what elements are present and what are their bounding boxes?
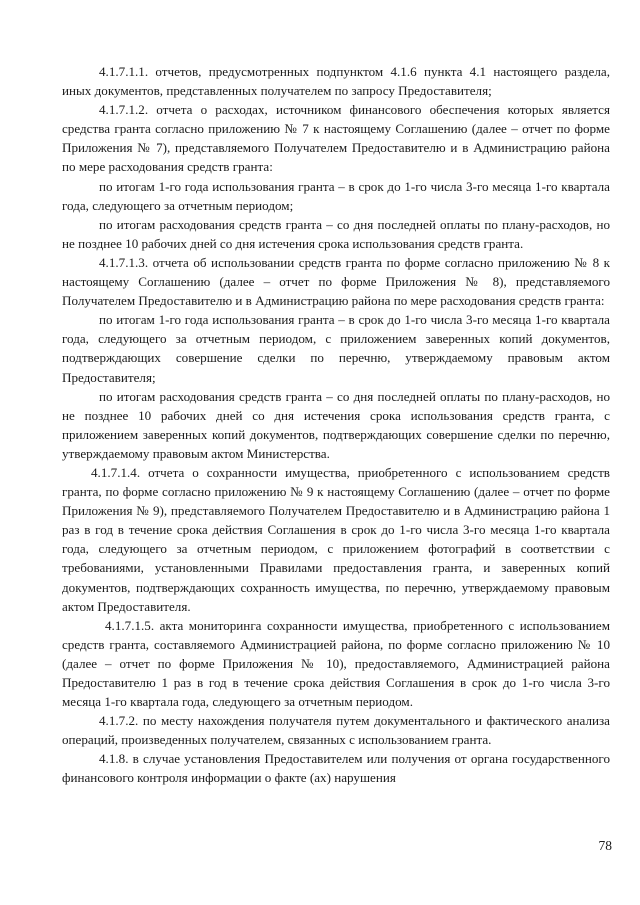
paragraph-4-1-7-1-2: 4.1.7.1.2. отчета о расходах, источником финансового обеспечения которых является средства гранта согласно приложению № 7 к настоящему Соглашению (далее – отчет по форме Приложения № 7), представляемого Получателем Предоставителю и в Администрацию района по мере расходования средств гранта: [62,102,610,175]
document-body [62,62,610,788]
paragraph-report-spending: по итогам расходования средств гранта – со дня последней оплаты по плану-расходов, но не позднее 10 рабочих дней со дня истечения срока использования средств гранта. [62,216,610,251]
paragraph-usage-first-year: по итогам 1-го года использования гранта – в срок до 1-го числа 3-го месяца 1-го квартала года, следующего за отчетным периодом, с приложением заверенных копий документов, подтверждающих совершение сделки по перечню, утверждаемому правовым актом Предоставителя; [62,312,610,385]
page-number: 78 [598,838,612,853]
paragraph-usage-spending: по итогам расходования средств гранта – со дня последней оплаты по плану-расходов, но не позднее 10 рабочих дней со дня истечения срока использования средств гранта, с приложением заверенных копий документов, подтверждающих совершение сделки по перечню, утверждаемому правовым актом Министерства. [62,388,610,461]
paragraph-report-first-year: по итогам 1-го года использования гранта – в срок до 1-го числа 3-го месяца 1-го квартала года, следующего за отчетным периодом; [62,178,610,213]
paragraph-4-1-7-1-4: 4.1.7.1.4. отчета о сохранности имущества, приобретенного с использованием средств гранта, по форме согласно приложению № 9 к настоящему Соглашению (далее – отчет по форме Приложения № 9), представляемого Получателем Предоставителю и в Администрацию района 1 раз в год в течение срока действия Соглашения в срок до 1-го числа 3-го месяца 1-го квартала года, следующего за отчетным периодом, с приложением фотографий в соответствии с требованиями, установленными Правилами предоставления гранта, и заверенных копий документов, подтверждающих сохранность имущества, по перечню, утверждаемому правовым актом Предоставителя. [62,464,610,614]
paragraph-4-1-7-2: 4.1.7.2. по месту нахождения получателя путем документального и фактического анализа операций, произведенных получателем, связанных с использованием гранта. [62,713,610,748]
paragraph-4-1-7-1-5: 4.1.7.1.5. акта мониторинга сохранности имущества, приобретенного с использованием средств гранта, составляемого Администрацией района, по форме согласно приложению № 10 (далее – отчет по форме Приложения № 10), предоставляемого, Администрацией района Предоставителю 1 раз в год в течение срока действия Соглашения в срок до 1-го числа 3-го месяца 1-го квартала года, следующего за отчетным периодом. [62,617,610,710]
paragraph-4-1-8: 4.1.8. в случае установления Предоставителем или получения от органа государственного финансового контроля информации о факте (ах) нарушения [62,751,610,786]
paragraph-4-1-7-1-3: 4.1.7.1.3. отчета об использовании средств гранта по форме согласно приложению № 8 к настоящему Соглашению (далее – отчет по форме Приложения № 8), представляемого Получателем Предоставителю и в Администрацию района по мере расходования средств гранта: [62,254,610,309]
paragraph-4-1-7-1-1: 4.1.7.1.1. отчетов, предусмотренных подпунктом 4.1.6 пункта 4.1 настоящего раздела, иных документов, представленных получателем по запросу Предоставителя; [62,64,610,99]
